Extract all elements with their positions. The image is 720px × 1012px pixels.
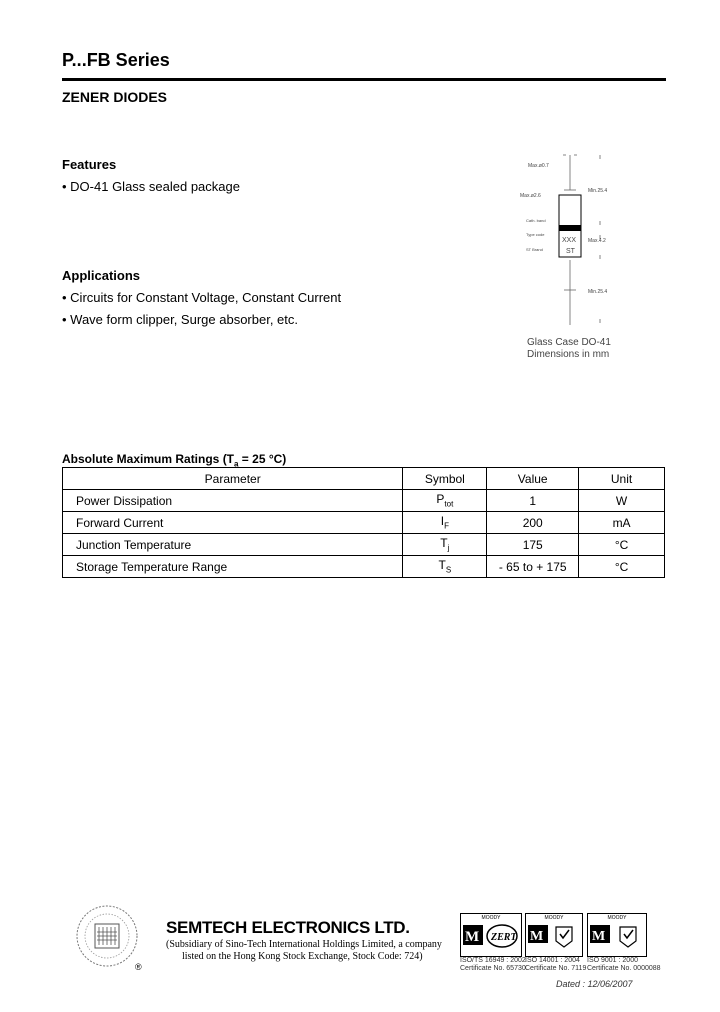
- cell-unit: °C: [579, 556, 665, 578]
- diag-label-max42: Max.4.2: [588, 238, 606, 244]
- page-title: P...FB Series: [62, 50, 170, 70]
- do41-package-diagram: [500, 145, 630, 345]
- svg-text:M: M: [465, 929, 480, 945]
- company-name: SEMTECH ELECTRONICS LTD.: [166, 918, 410, 937]
- cell-value: 200: [487, 512, 579, 534]
- cell-unit: W: [579, 490, 665, 512]
- ratings-heading: Absolute Maximum Ratings ($T_a = 25$ °C): [62, 452, 287, 469]
- semtech-logo-icon: [76, 905, 138, 967]
- page-subtitle: ZENER DIODES: [62, 89, 168, 105]
- cell-unit: °C: [579, 534, 665, 556]
- col-header-parameter: Parameter: [63, 468, 403, 490]
- col-header-symbol: Symbol: [403, 468, 487, 490]
- moody-ukas-mark-icon: [461, 921, 519, 951]
- ratings-table: [62, 467, 665, 578]
- cell-symbol: $P_{tot}$: [403, 490, 487, 512]
- cell-symbol: $I_F$: [403, 512, 487, 534]
- table-row: [63, 490, 665, 512]
- table-row: [63, 556, 665, 578]
- feature-item: • DO-41 Glass sealed package: [62, 179, 240, 194]
- moody-ukas-mark-icon: [526, 921, 580, 951]
- application-item: • Wave form clipper, Surge absorber, etc.: [62, 312, 299, 327]
- cell-value: 175: [487, 534, 579, 556]
- cell-symbol: $T_S$: [403, 556, 487, 578]
- moody-ukas-mark-icon: [588, 921, 644, 951]
- diag-marking-st: ST: [566, 248, 575, 255]
- cert-badge-iso9001: MOODY M: [587, 913, 647, 957]
- cert-badge-iso14001: MOODY M: [525, 913, 583, 957]
- cert-badge-iso16949: MOODY M ZERT: [460, 913, 522, 957]
- diagram-units-caption: Dimensions in mm: [527, 349, 610, 360]
- document-date: Dated : 12/06/2007: [556, 979, 633, 989]
- cell-parameter: Power Dissipation: [63, 490, 403, 512]
- diag-label-min254-bottom: Min.25.4: [588, 289, 608, 295]
- cert-note-iso16949: ISO/TS 16949 : 2002 Certificate No. 65730: [460, 957, 526, 972]
- cell-unit: mA: [579, 512, 665, 534]
- subsidiary-note-line1: (Subsidiary of Sino-Tech International Holdings Limited, a company: [166, 939, 442, 950]
- diag-label-cathode: Cath. band: [526, 218, 546, 223]
- cell-parameter: Storage Temperature Range: [63, 556, 403, 578]
- diag-label-max07: Max.ø0.7: [528, 163, 549, 169]
- diag-label-min254-top: Min.25.4: [588, 188, 608, 194]
- diag-label-brand: ST Brand: [526, 247, 543, 252]
- svg-text:M: M: [592, 929, 606, 944]
- cell-parameter: Junction Temperature: [63, 534, 403, 556]
- applications-heading: Applications: [62, 268, 141, 283]
- subsidiary-note-line2: listed on the Hong Kong Stock Exchange, Stock Code: 724): [182, 951, 423, 962]
- diag-label-max26: Max.ø2.6: [520, 193, 541, 199]
- table-row: [63, 512, 665, 534]
- features-heading: Features: [62, 157, 117, 172]
- diagram-caption: Glass Case DO-41: [527, 337, 611, 348]
- diag-marking-xxx: XXX: [562, 237, 577, 244]
- cell-value: 1: [487, 490, 579, 512]
- title-divider: [62, 78, 666, 81]
- registered-mark: ®: [135, 962, 142, 972]
- cell-symbol: $T_j$: [403, 534, 487, 556]
- cert-note-iso9001: ISO 9001 : 2000 Certificate No. 0000088: [587, 957, 661, 972]
- cell-value: - 65 to + 175: [487, 556, 579, 578]
- cell-parameter: Forward Current: [63, 512, 403, 534]
- cathode-band: [559, 225, 581, 231]
- col-header-unit: Unit: [579, 468, 665, 490]
- col-header-value: Value: [487, 468, 579, 490]
- table-header-row: [63, 468, 665, 490]
- svg-text:ZERT: ZERT: [491, 932, 517, 943]
- cert-note-iso14001: ISO 14001 : 2004 Certificate No. 7119: [525, 957, 587, 972]
- diag-label-type: Type code: [526, 232, 545, 237]
- application-item: • Circuits for Constant Voltage, Constant Current: [62, 290, 342, 305]
- svg-text:M: M: [530, 929, 544, 944]
- table-row: [63, 534, 665, 556]
